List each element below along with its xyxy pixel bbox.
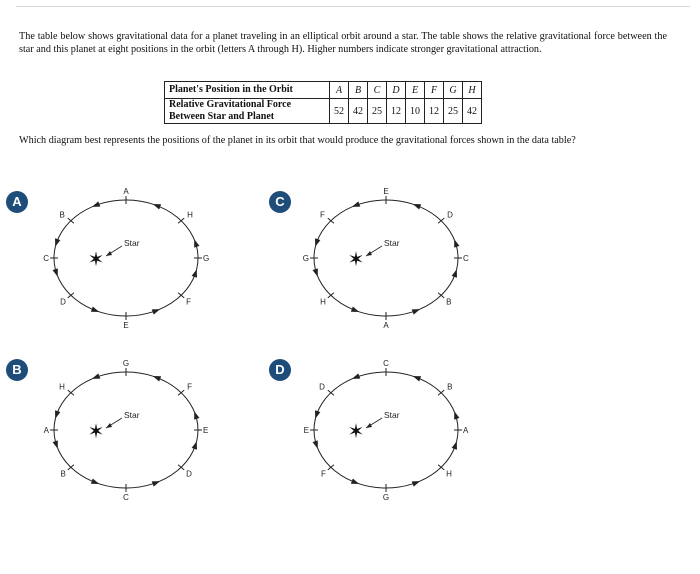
position-label-upper-right: F (187, 382, 193, 392)
direction-arrow (315, 410, 320, 418)
star-icon: ✶ (87, 247, 105, 271)
direction-arrow (313, 440, 318, 448)
row-header-position: Planet's Position in the Orbit (165, 82, 330, 99)
direction-arrow (153, 204, 161, 209)
position-label-upper-right: B (447, 382, 453, 392)
position-label-upper-right: D (447, 210, 453, 220)
position-label-upper-right: H (187, 210, 193, 220)
orbit-diagram-a (30, 180, 220, 340)
direction-arrow (452, 441, 457, 449)
gravitational-data-table (164, 81, 482, 124)
position-label-left: A (43, 426, 49, 435)
direction-arrow (91, 479, 99, 484)
force-cell: 10 (406, 99, 425, 124)
position-label-top: G (122, 359, 130, 368)
orbit-path (314, 200, 458, 316)
direction-arrow (152, 309, 160, 314)
star-label: Star (384, 410, 400, 420)
position-label-top: E (383, 187, 389, 196)
direction-arrow (315, 238, 320, 246)
direction-arrow (55, 410, 60, 418)
star-icon: ✶ (347, 419, 365, 443)
direction-arrow (55, 238, 60, 246)
force-cell: 42 (349, 99, 368, 124)
direction-arrow (53, 268, 58, 276)
position-cell: F (425, 82, 444, 99)
direction-arrow (192, 441, 197, 449)
orbit-diagram-d (290, 352, 480, 512)
orbit-path (54, 200, 198, 316)
position-label-upper-left: H (59, 382, 65, 392)
direction-arrow (153, 376, 161, 381)
orbit-diagram-c (290, 180, 480, 340)
table-row (165, 99, 482, 124)
position-label-lower-left: F (320, 469, 326, 479)
position-label-lower-right: H (446, 469, 452, 479)
row-header-force: Relative Gravitational Force Between Star and Planet (165, 99, 330, 124)
position-cell: G (444, 82, 463, 99)
position-cell: H (463, 82, 482, 99)
orbit-path (314, 372, 458, 488)
star-icon: ✶ (347, 247, 365, 271)
position-label-upper-left: D (319, 382, 325, 392)
force-cell: 42 (463, 99, 482, 124)
position-label-upper-left: F (319, 210, 325, 220)
direction-arrow (351, 479, 359, 484)
direction-arrow (92, 201, 100, 206)
option-badge-a[interactable]: A (6, 191, 28, 213)
position-label-right: A (463, 426, 469, 435)
direction-arrow (454, 411, 459, 419)
position-label-lower-left: B (60, 469, 66, 479)
position-cell: A (330, 82, 349, 99)
position-label-right: C (463, 254, 469, 263)
star-pointer-arrow (366, 251, 372, 256)
direction-arrow (91, 307, 99, 312)
position-label-left: G (302, 254, 309, 263)
position-label-right: E (203, 426, 209, 435)
position-label-top: A (123, 187, 129, 196)
question-text: Which diagram best represents the positions of the planet in its orbit that would produce the gravitational forces shown in the data table? (19, 135, 576, 146)
table-row (165, 82, 482, 99)
position-cell: E (406, 82, 425, 99)
force-cell: 25 (368, 99, 387, 124)
direction-arrow (194, 411, 199, 419)
position-label-bottom: C (123, 493, 129, 502)
position-label-bottom: G (382, 493, 390, 502)
direction-arrow (352, 201, 360, 206)
direction-arrow (53, 440, 58, 448)
position-label-lower-left: D (60, 297, 66, 307)
star-pointer-arrow (106, 423, 112, 428)
direction-arrow (454, 239, 459, 247)
direction-arrow (194, 239, 199, 247)
direction-arrow (412, 481, 420, 486)
direction-arrow (452, 269, 457, 277)
option-badge-c[interactable]: C (269, 191, 291, 213)
option-badge-b[interactable]: B (6, 359, 28, 381)
direction-arrow (152, 481, 160, 486)
option-badge-d[interactable]: D (269, 359, 291, 381)
position-cell: B (349, 82, 368, 99)
position-cell: C (368, 82, 387, 99)
orbit-diagram-b (30, 352, 220, 512)
direction-arrow (352, 373, 360, 378)
force-cell: 12 (387, 99, 406, 124)
top-divider (16, 6, 690, 7)
direction-arrow (413, 376, 421, 381)
position-cell: D (387, 82, 406, 99)
force-cell: 52 (330, 99, 349, 124)
direction-arrow (92, 373, 100, 378)
intro-text: The table below shows gravitational data for a planet traveling in an elliptical orbit around a star. The table shows the relative gravitational force between the star and this planet at eight positions in the orbit (letters A through H). Higher numbers indicate stronger gravitational attraction. (19, 31, 667, 55)
force-cell: 12 (425, 99, 444, 124)
position-label-lower-right: D (186, 469, 192, 479)
position-label-upper-left: B (59, 210, 65, 220)
direction-arrow (351, 307, 359, 312)
star-label: Star (384, 238, 400, 248)
star-icon: ✶ (87, 419, 105, 443)
position-label-lower-left: H (320, 297, 326, 307)
star-pointer-arrow (366, 423, 372, 428)
position-label-lower-right: F (186, 297, 192, 307)
position-label-top: C (383, 359, 389, 368)
direction-arrow (313, 268, 318, 276)
direction-arrow (412, 309, 420, 314)
star-label: Star (124, 410, 140, 420)
position-label-left: E (303, 426, 309, 435)
star-label: Star (124, 238, 140, 248)
direction-arrow (413, 204, 421, 209)
star-pointer-arrow (106, 251, 112, 256)
position-label-bottom: A (383, 321, 389, 330)
position-label-left: C (43, 254, 49, 263)
force-cell: 25 (444, 99, 463, 124)
orbit-path (54, 372, 198, 488)
position-label-bottom: E (123, 321, 129, 330)
direction-arrow (192, 269, 197, 277)
position-label-right: G (203, 254, 210, 263)
position-label-lower-right: B (446, 297, 452, 307)
